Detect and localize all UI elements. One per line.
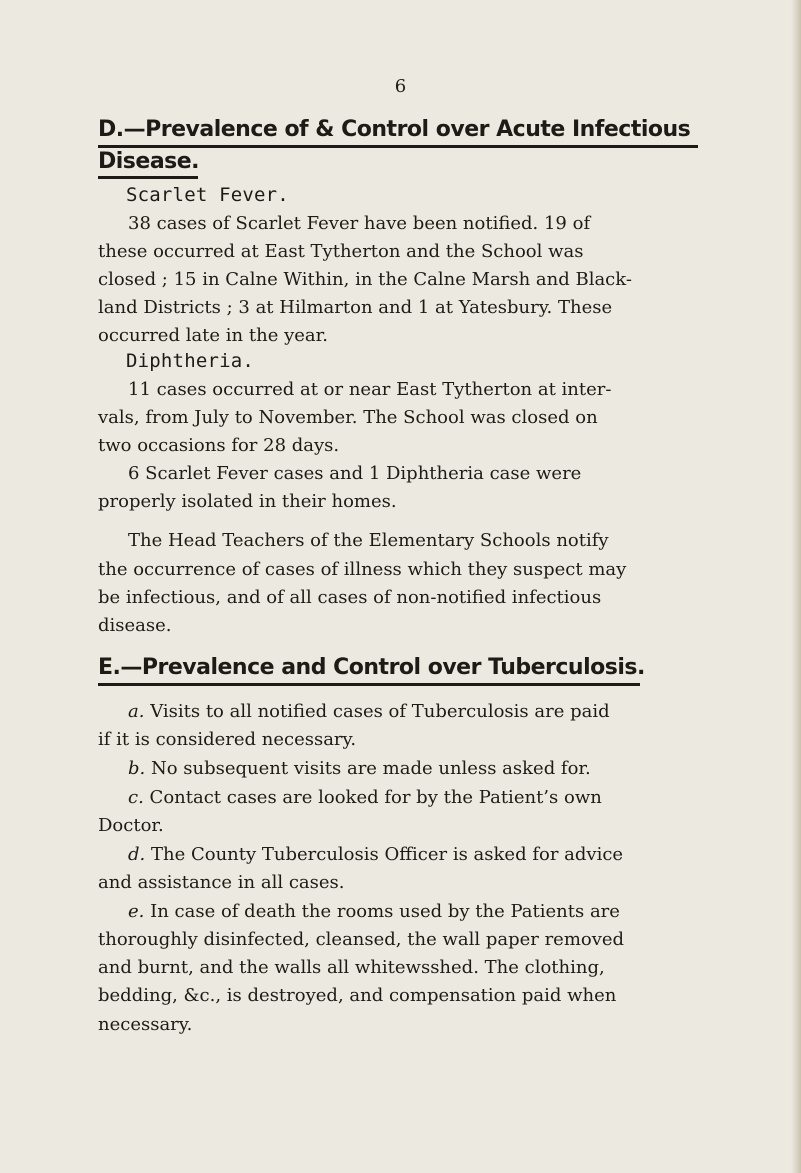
- scarlet-fever-line: occurred late in the year.: [98, 325, 328, 346]
- tb-item-line: bedding, &c., is destroyed, and compensation paid when: [98, 985, 617, 1006]
- scarlet-fever-line: land Districts ; 3 at Hilmarton and 1 at Yatesbury. These: [98, 297, 613, 318]
- tb-item-a: [128, 698, 610, 726]
- diphtheria-line: vals, from July to November. The School was closed on: [98, 407, 598, 428]
- tb-item-letter: b.: [128, 758, 146, 779]
- tb-item-text: The County Tuberculosis Officer is asked for advice: [150, 844, 624, 865]
- tb-item-line: if it is considered necessary.: [98, 729, 357, 750]
- tb-item-c: [128, 784, 602, 812]
- tb-item-letter: a.: [128, 701, 145, 722]
- section-d-heading-continued: Disease.: [98, 149, 200, 174]
- tb-item-text: No subsequent visits are made unless asked for.: [150, 758, 591, 779]
- diphtheria-line: 11 cases occurred at or near East Tytherton at inter-: [128, 379, 612, 400]
- page-number: 6: [394, 76, 407, 97]
- section-d-heading: D.—Prevalence of & Control over Acute Infectious: [98, 117, 691, 142]
- section-e-heading: E.—Prevalence and Control over Tuberculosis.: [98, 655, 645, 680]
- teachers-line: disease.: [98, 615, 172, 636]
- tb-item-line: and assistance in all cases.: [98, 872, 345, 893]
- tb-item-line: thoroughly disinfected, cleansed, the wall paper removed: [98, 929, 625, 950]
- teachers-line: The Head Teachers of the Elementary Schools notify: [128, 530, 609, 551]
- tb-item-letter: e.: [128, 901, 145, 922]
- tb-item-text: Contact cases are looked for by the Patient’s own: [149, 787, 602, 808]
- scarlet-fever-subheading: Scarlet Fever.: [126, 184, 289, 206]
- tb-item-text: In case of death the rooms used by the Patients are: [150, 901, 620, 922]
- tb-item-line: and burnt, and the walls all whitewsshed. The clothing,: [98, 957, 605, 978]
- tb-item-b: [128, 755, 591, 783]
- tb-item-line: necessary.: [98, 1014, 193, 1035]
- tb-item-text: Visits to all notified cases of Tuberculosis are paid: [150, 701, 610, 722]
- page-edge: [791, 0, 801, 1173]
- tb-item-line: Doctor.: [98, 815, 164, 836]
- tb-item-e: [128, 898, 620, 926]
- tb-item-letter: c.: [128, 787, 144, 808]
- diphtheria-line: two occasions for 28 days.: [98, 435, 340, 456]
- diphtheria-subheading: Diphtheria.: [126, 350, 255, 372]
- scarlet-fever-line: closed ; 15 in Calne Within, in the Calne Marsh and Black-: [98, 269, 632, 290]
- section-e-heading-underline: [98, 683, 640, 686]
- scarlet-fever-line: these occurred at East Tytherton and the School was: [98, 241, 584, 262]
- diphtheria-line: properly isolated in their homes.: [98, 491, 397, 512]
- section-d-heading-underline-2: [98, 176, 198, 179]
- teachers-line: the occurrence of cases of illness which they suspect may: [98, 559, 627, 580]
- scarlet-fever-line: 38 cases of Scarlet Fever have been notified. 19 of: [128, 213, 591, 234]
- teachers-line: be infectious, and of all cases of non-notified infectious: [98, 587, 602, 608]
- diphtheria-line: 6 Scarlet Fever cases and 1 Diphtheria case were: [128, 463, 582, 484]
- tb-item-d: [128, 841, 623, 869]
- tb-item-letter: d.: [128, 844, 146, 865]
